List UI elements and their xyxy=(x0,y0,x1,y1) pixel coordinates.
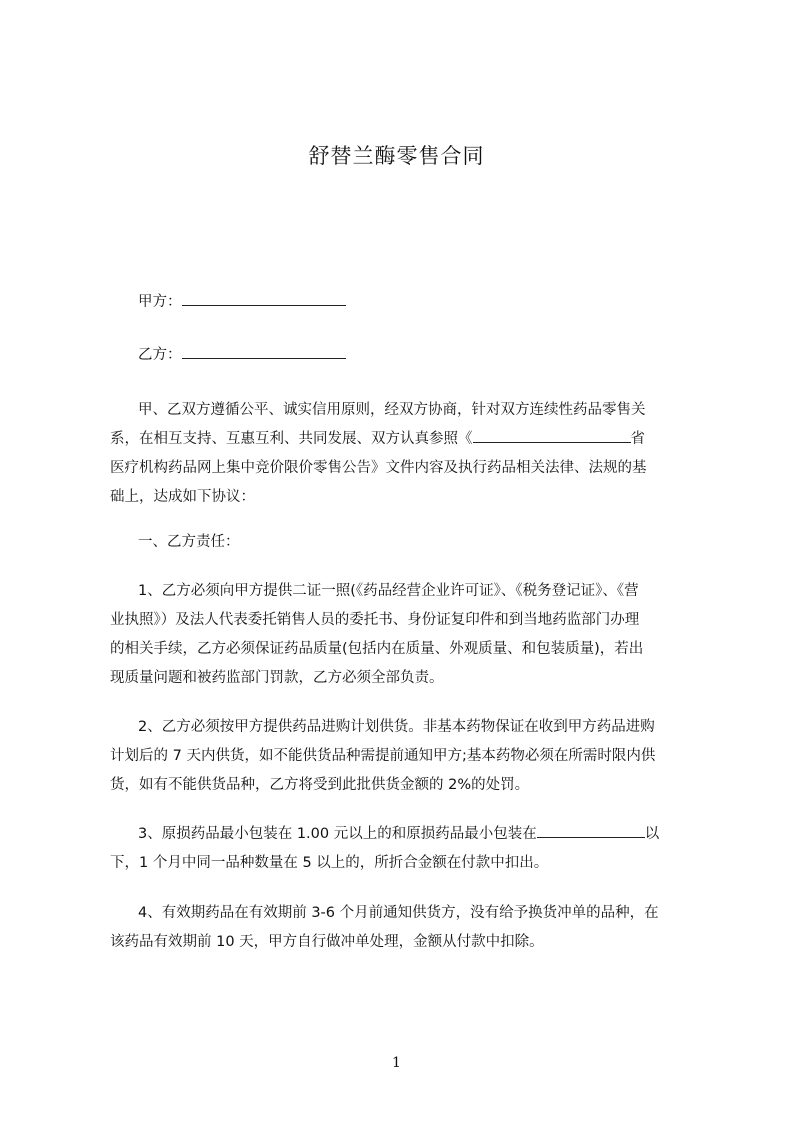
intro-line-2 xyxy=(110,425,647,454)
item-3-paragraph xyxy=(110,820,659,878)
party-a-label: 甲方： xyxy=(138,294,182,310)
item-4-paragraph xyxy=(110,899,659,957)
item-2-line-3: 货，如有不能供货品种，乙方将受到此批供货金额的 2%的处罚。 xyxy=(110,777,530,793)
party-b-label: 乙方： xyxy=(138,347,182,363)
item-3-line-1-end: 以 xyxy=(644,826,660,842)
item-3-line-1 xyxy=(110,820,659,849)
intro-paragraph xyxy=(110,396,647,512)
page-number: 1 xyxy=(392,1055,401,1071)
intro-line-2-end: 省 xyxy=(630,431,645,447)
item-1-line-1: 1、乙方必须向甲方提供二证一照(《药品经营企业许可证》、《税务登记证》、《营 xyxy=(138,583,639,599)
intro-line-3: 医疗机构药品网上集中竞价限价零售公告》文件内容及执行药品相关法律、法规的基 xyxy=(110,460,647,476)
item-2-paragraph xyxy=(110,713,655,800)
item-1-line-4: 现质量问题和被药监部门罚款，乙方必须全部负责。 xyxy=(110,670,444,686)
party-a-blank xyxy=(182,289,346,306)
intro-blank xyxy=(473,428,631,443)
document-title: 舒替兰酶零售合同 xyxy=(308,144,485,168)
item-1-paragraph xyxy=(110,577,643,693)
party-a-line xyxy=(138,289,346,314)
item-2-line-1: 2、乙方必须按甲方提供药品进购计划供货。非基本药物保证在收到甲方药品进购 xyxy=(138,719,655,735)
item-1-line-2: 业执照》）及法人代表委托销售人员的委托书、身份证复印件和到当地药监部门办理 xyxy=(110,612,640,628)
party-b-line xyxy=(138,342,346,367)
item-4-line-2: 该药品有效期前 10 天，甲方自行做冲单处理，金额从付款中扣除。 xyxy=(110,934,544,950)
item-2-line-2: 计划后的 7 天内供货，如不能供货品种需提前通知甲方;基本药物必须在所需时限内供 xyxy=(110,748,656,764)
intro-line-2-text: 系，在相互支持、互惠互利、共同发展、双方认真参照《 xyxy=(110,431,473,447)
intro-line-4: 础上，达成如下协议： xyxy=(110,489,255,505)
party-b-blank xyxy=(182,342,346,359)
item-4-line-1: 4、有效期药品在有效期前 3-6 个月前通知供货方，没有给予换货冲单的品种，在 xyxy=(138,905,659,921)
intro-line-1: 甲、乙双方遵循公平、诚实信用原则，经双方协商，针对双方连续性药品零售关 xyxy=(138,402,646,418)
section-heading: 一、乙方责任： xyxy=(138,534,240,550)
item-3-line-2: 下，1 个月中同一品种数量在 5 以上的，所折合金额在付款中扣出。 xyxy=(110,855,549,871)
item-3-line-1-text: 3、原损药品最小包装在 1.00 元以上的和原损药品最小包装在 xyxy=(138,826,537,842)
item-3-blank xyxy=(537,823,645,838)
item-1-line-3: 的相关手续，乙方必须保证药品质量(包括内在质量、外观质量、和包装质量)，若出 xyxy=(110,641,644,657)
